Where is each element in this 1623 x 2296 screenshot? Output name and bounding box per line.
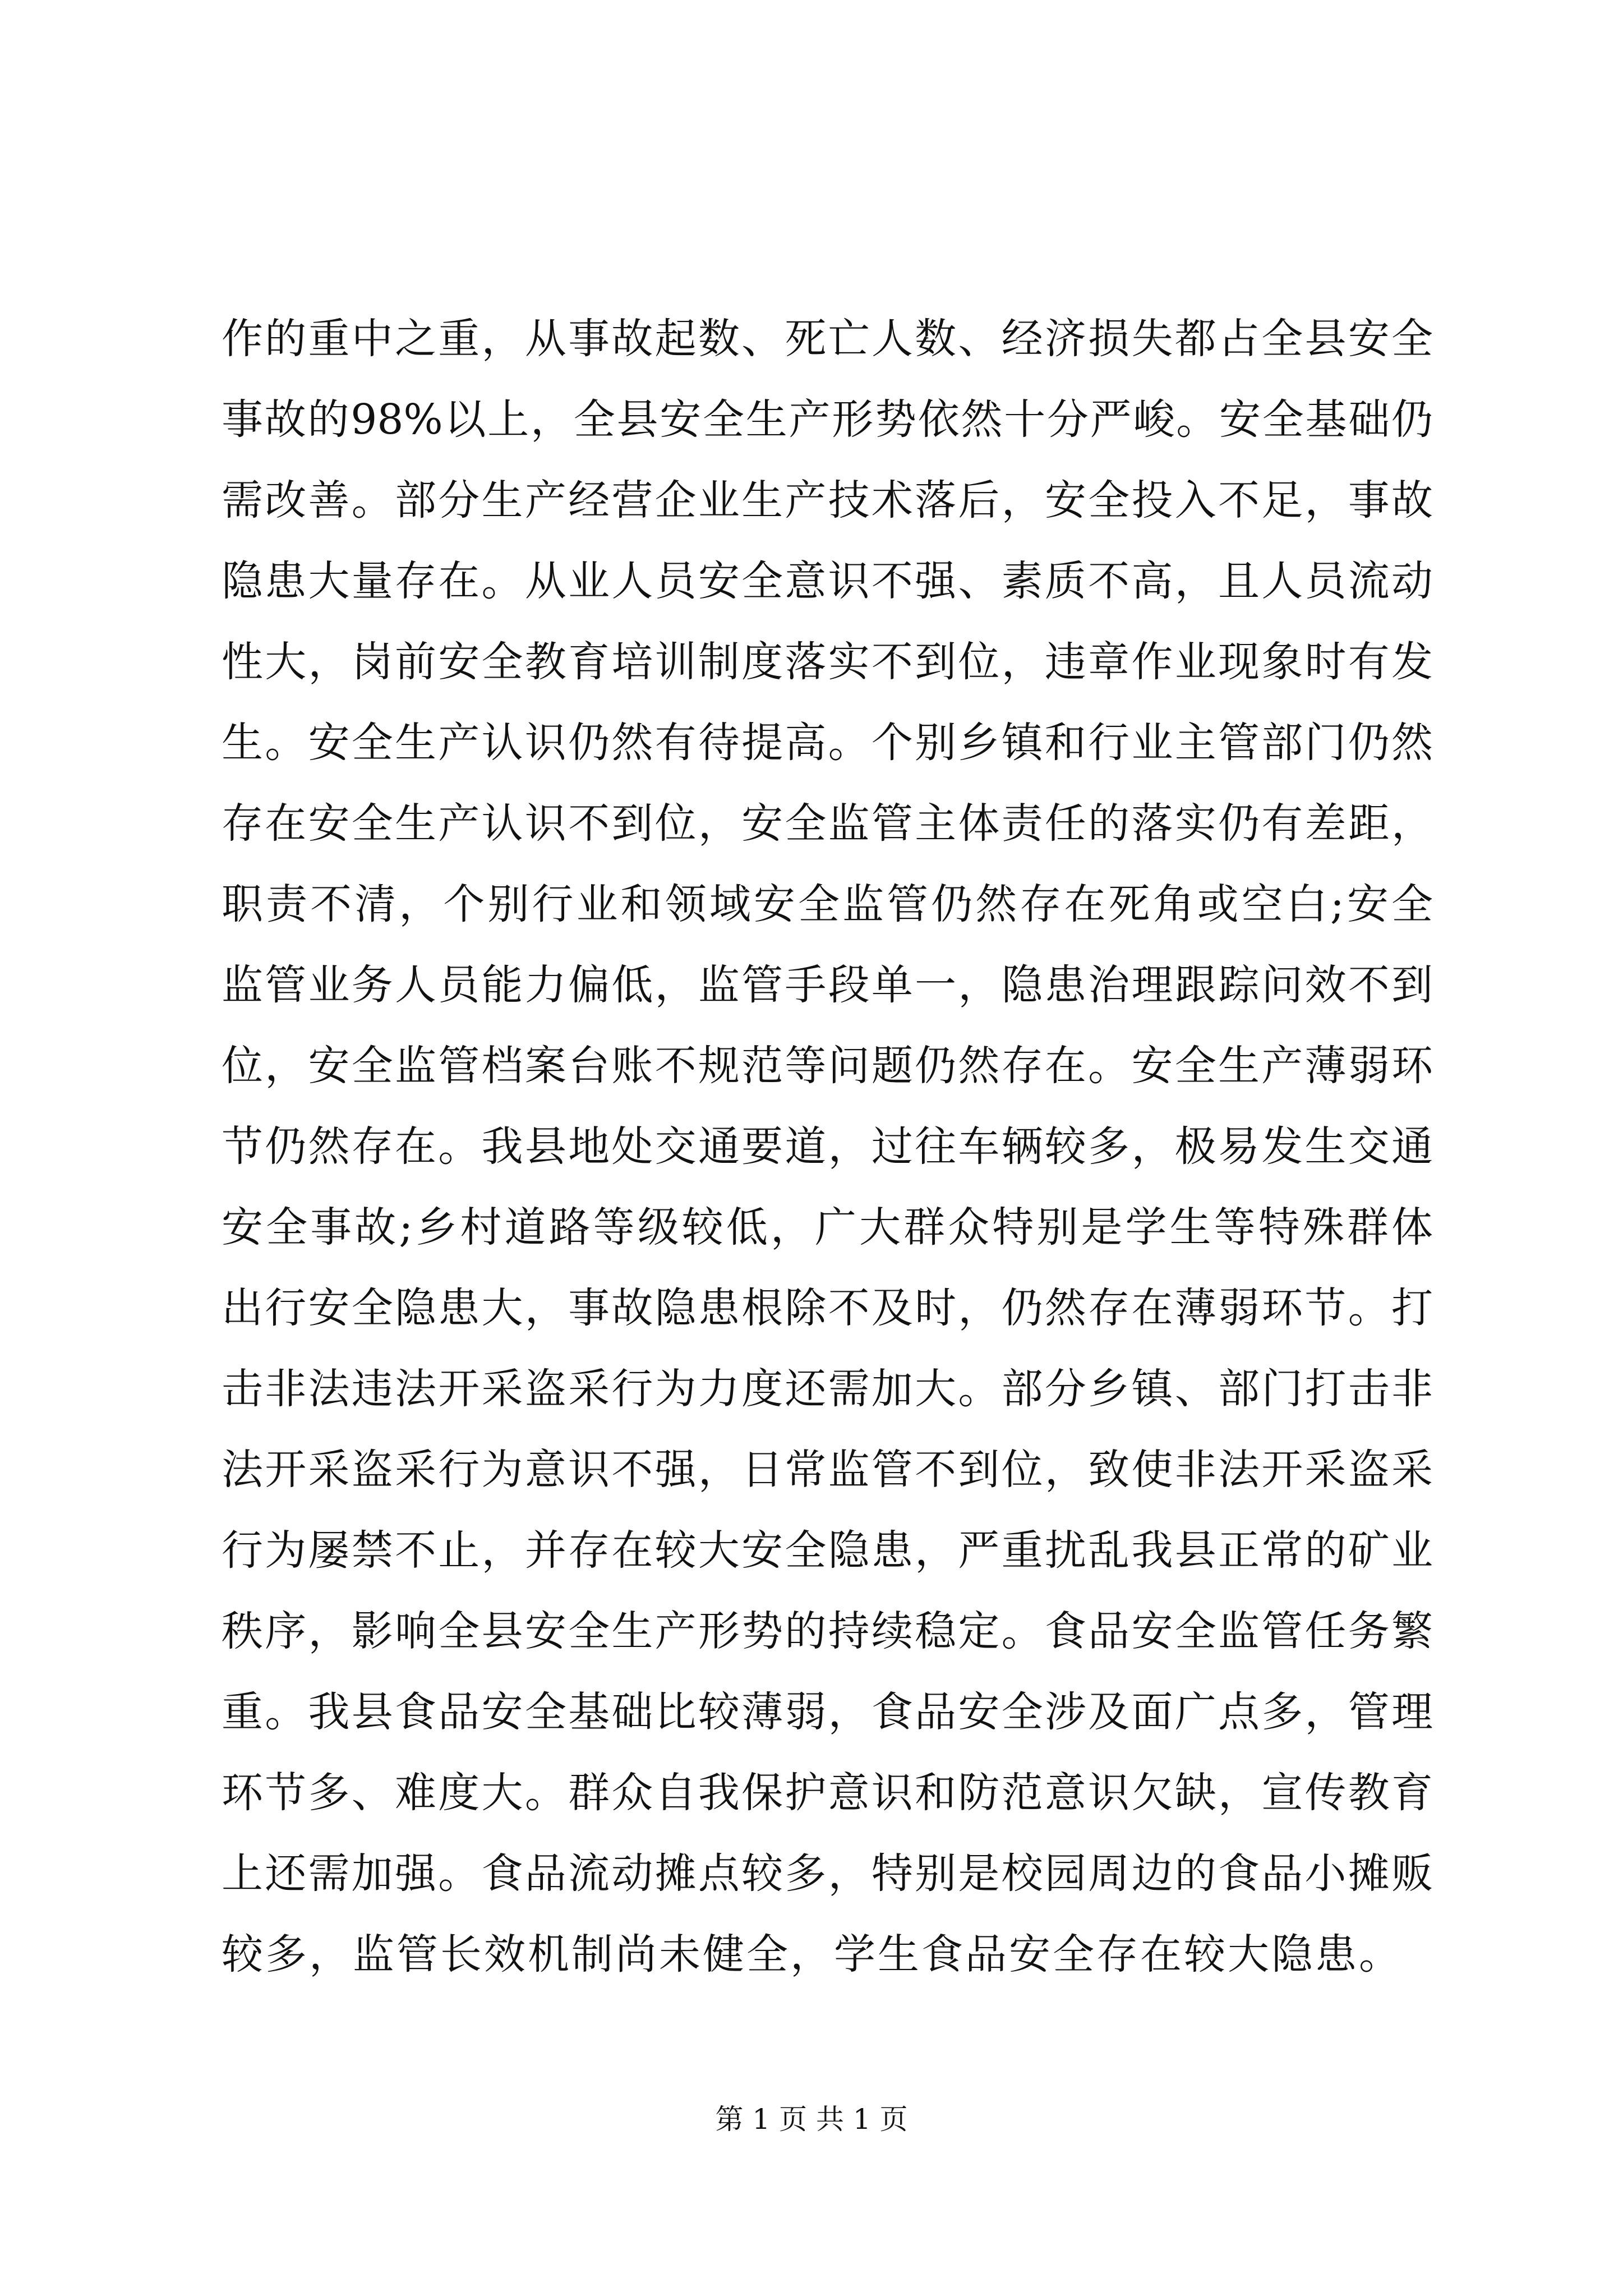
text-line: 性大，岗前安全教育培训制度落实不到位，违章作业现象时有发	[222, 638, 1433, 686]
body-text	[222, 298, 1433, 1995]
text-line: 隐患大量存在。从业人员安全意识不强、素质不高，且人员流动	[222, 557, 1433, 605]
text-line: 行为屡禁不止，并存在较大安全隐患，严重扰乱我县正常的矿业	[222, 1526, 1433, 1575]
text-line: 击非法违法开采盗采行为力度还需加大。部分乡镇、部门打击非	[222, 1365, 1433, 1413]
text-line: 环节多、难度大。群众自我保护意识和防范意识欠缺，宣传教育	[222, 1769, 1433, 1817]
text-line: 需改善。部分生产经营企业生产技术落后，安全投入不足，事故	[222, 476, 1433, 524]
text-line: 存在安全生产认识不到位，安全监管主体责任的落实仍有差距，	[222, 799, 1433, 848]
text-line: 上还需加强。食品流动摊点较多，特别是校园周边的食品小摊贩	[222, 1849, 1433, 1898]
text-line: 事故的98%以上，全县安全生产形势依然十分严峻。安全基础仍	[222, 395, 1433, 444]
text-line: 位，安全监管档案台账不规范等问题仍然存在。安全生产薄弱环	[222, 1042, 1433, 1090]
text-line: 出行安全隐患大，事故隐患根除不及时，仍然存在薄弱环节。打	[222, 1284, 1433, 1332]
text-line: 节仍然存在。我县地处交通要道，过往车辆较多，极易发生交通	[222, 1122, 1433, 1171]
text-line: 重。我县食品安全基础比较薄弱，食品安全涉及面广点多，管理	[222, 1688, 1433, 1736]
text-line: 安全事故;乡村道路等级较低，广大群众特别是学生等特殊群体	[222, 1203, 1433, 1251]
text-line: 较多，监管长效机制尚未健全，学生食品安全存在较大隐患。	[222, 1930, 1403, 1978]
text-line: 作的重中之重，从事故起数、死亡人数、经济损失都占全县安全	[222, 315, 1433, 363]
text-line: 秩序，影响全县安全生产形势的持续稳定。食品安全监管任务繁	[222, 1607, 1433, 1655]
text-line: 法开采盗采行为意识不强，日常监管不到位，致使非法开采盗采	[222, 1446, 1433, 1494]
page-footer: 第 1 页 共 1 页	[715, 2103, 908, 2136]
text-line: 监管业务人员能力偏低，监管手段单一，隐患治理跟踪问效不到	[222, 961, 1433, 1009]
text-line: 生。安全生产认识仍然有待提高。个别乡镇和行业主管部门仍然	[222, 719, 1433, 767]
text-line: 职责不清，个别行业和领域安全监管仍然存在死角或空白;安全	[222, 880, 1433, 928]
